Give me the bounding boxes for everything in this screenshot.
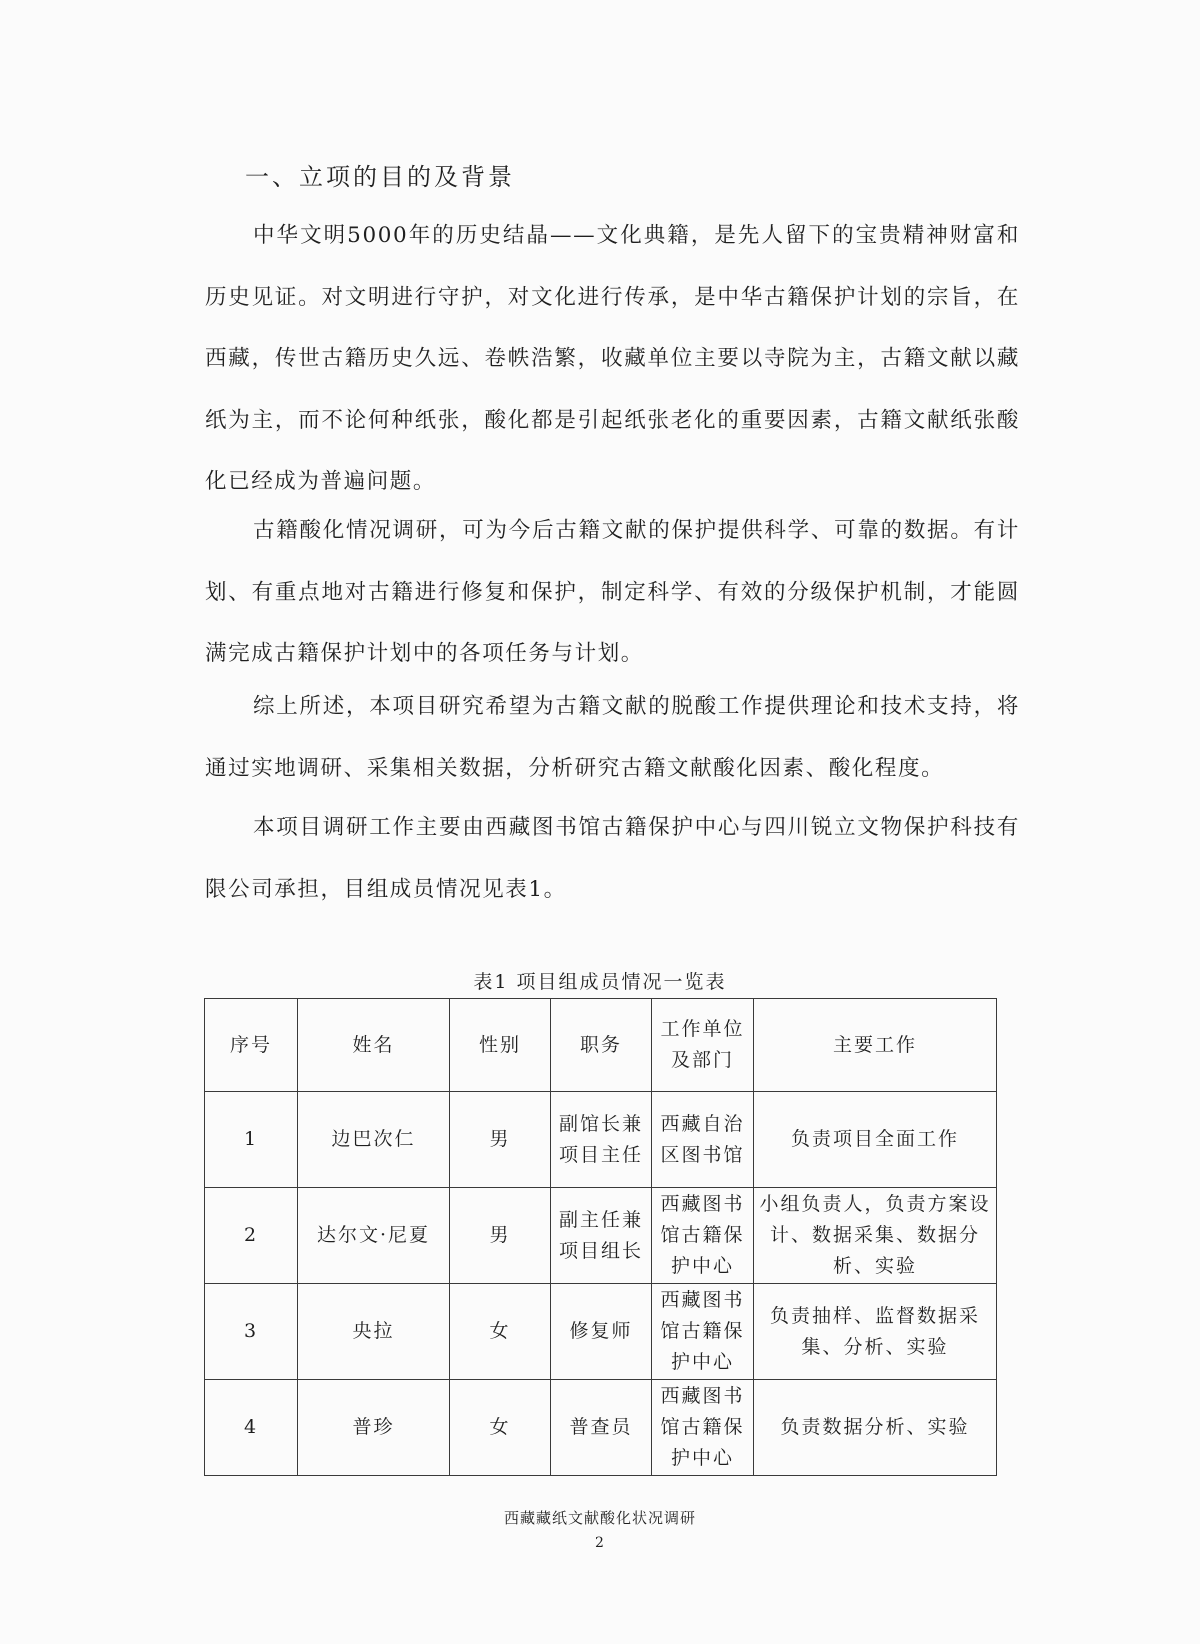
- paragraph-team: 本项目调研工作主要由西藏图书馆古籍保护中心与四川锐立文物保护科技有限公司承担，目组成员情况见表1。: [205, 815, 1020, 902]
- header-department: 工作单位及部门: [652, 999, 754, 1092]
- cell-position: 副馆长兼项目主任: [551, 1092, 652, 1188]
- section-heading: 一、立项的目的及背景: [245, 163, 515, 191]
- cell-position: 普查员: [551, 1380, 652, 1476]
- cell-duties: 负责数据分析、实验: [754, 1380, 997, 1476]
- header-index: 序号: [205, 999, 298, 1092]
- members-table: [204, 998, 997, 1476]
- cell-department: 西藏自治区图书馆: [652, 1092, 754, 1188]
- table-row: [205, 1380, 997, 1476]
- cell-name: 边巴次仁: [298, 1092, 450, 1188]
- table-row: [205, 1284, 997, 1380]
- cell-duties: 小组负责人，负责方案设计、数据采集、数据分析、实验: [754, 1188, 997, 1284]
- table-header-row: [205, 999, 997, 1092]
- header-gender: 性别: [450, 999, 551, 1092]
- cell-position: 修复师: [551, 1284, 652, 1380]
- cell-name: 普珍: [298, 1380, 450, 1476]
- cell-gender: 女: [450, 1380, 551, 1476]
- paragraph-summary: 综上所述，本项目研究希望为古籍文献的脱酸工作提供理论和技术支持，将通过实地调研、采集相关数据，分析研究古籍文献酸化因素、酸化程度。: [205, 694, 1020, 781]
- cell-index: 2: [205, 1188, 298, 1284]
- header-position: 职务: [551, 999, 652, 1092]
- paragraph-background: 中华文明5000年的历史结晶——文化典籍，是先人留下的宝贵精神财富和历史见证。对文明进行守护，对文化进行传承，是中华古籍保护计划的宗旨，在西藏，传世古籍历史久远、卷帙浩繁，收藏单位主要以寺院为主，古籍文献以藏纸为主，而不论何种纸张，酸化都是引起纸张老化的重要因素，古籍文献纸张酸化已经成为普遍问题。: [205, 223, 1020, 494]
- cell-name: 央拉: [298, 1284, 450, 1380]
- footer-title: 西藏藏纸文献酸化状况调研: [503, 1509, 696, 1527]
- header-duties: 主要工作: [754, 999, 997, 1092]
- table-row: [205, 1188, 997, 1284]
- cell-duties: 负责项目全面工作: [754, 1092, 997, 1188]
- page-number: 2: [595, 1535, 605, 1551]
- cell-department: 西藏图书馆古籍保护中心: [652, 1188, 754, 1284]
- cell-index: 4: [205, 1380, 298, 1476]
- cell-position: 副主任兼项目组长: [551, 1188, 652, 1284]
- table-caption: 表1 项目组成员情况一览表: [473, 971, 727, 993]
- table-row: [205, 1092, 997, 1188]
- cell-index: 3: [205, 1284, 298, 1380]
- cell-gender: 女: [450, 1284, 551, 1380]
- cell-index: 1: [205, 1092, 298, 1188]
- cell-department: 西藏图书馆古籍保护中心: [652, 1380, 754, 1476]
- cell-duties: 负责抽样、监督数据采集、分析、实验: [754, 1284, 997, 1380]
- cell-gender: 男: [450, 1092, 551, 1188]
- cell-name: 达尔文·尼夏: [298, 1188, 450, 1284]
- cell-department: 西藏图书馆古籍保护中心: [652, 1284, 754, 1380]
- paragraph-survey-purpose: 古籍酸化情况调研，可为今后古籍文献的保护提供科学、可靠的数据。有计划、有重点地对古籍进行修复和保护，制定科学、有效的分级保护机制，才能圆满完成古籍保护计划中的各项任务与计划。: [205, 518, 1020, 666]
- cell-gender: 男: [450, 1188, 551, 1284]
- header-name: 姓名: [298, 999, 450, 1092]
